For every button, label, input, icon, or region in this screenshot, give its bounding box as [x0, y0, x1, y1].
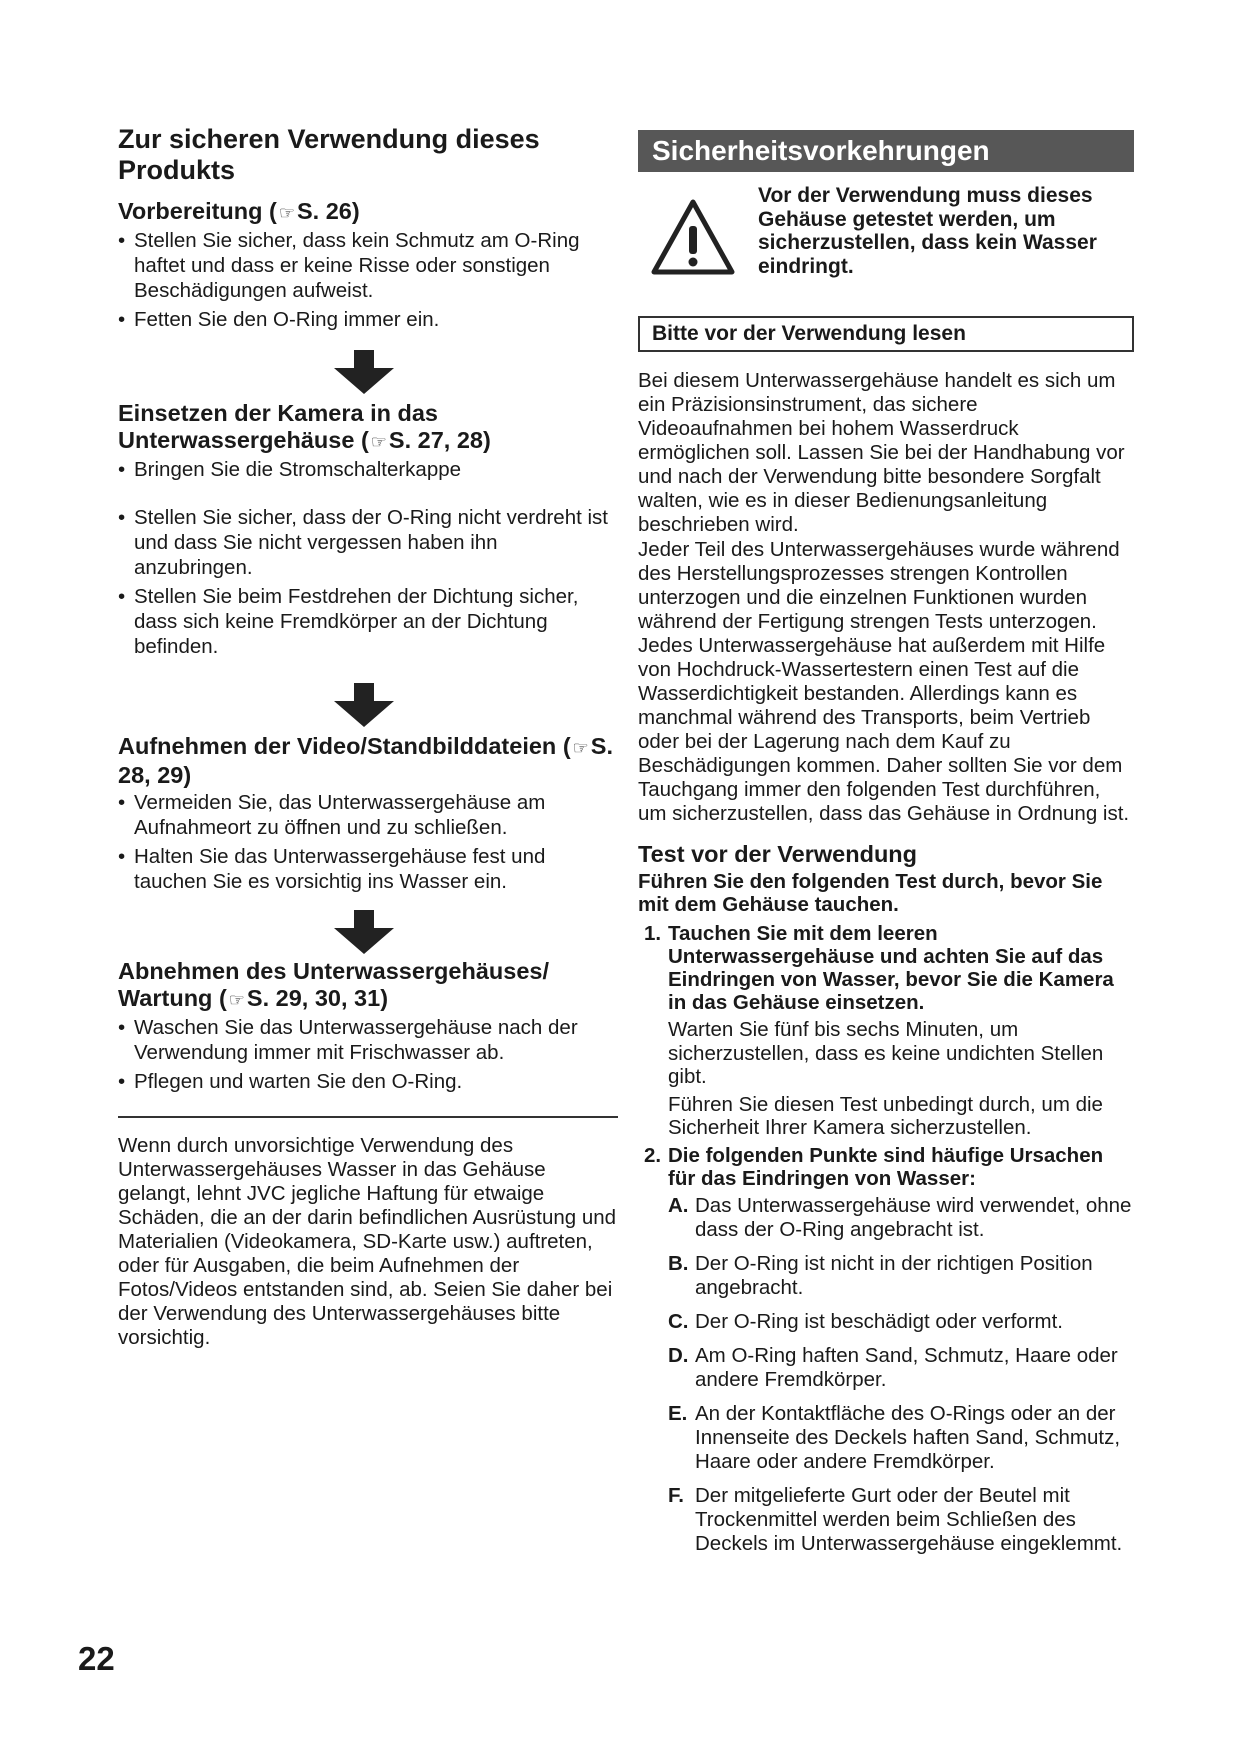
left-column: [118, 124, 618, 1350]
step-title: Aufnehmen der Video/Standbilddateien ( ☞S. 28, 29): [118, 733, 613, 788]
causes-list: [668, 1194, 1134, 1556]
test-intro: Führen Sie den folgenden Test durch, bevor Sie mit dem Gehäuse tauchen.: [638, 870, 1103, 916]
list-item: C. Der O-Ring ist beschädigt oder verformt.: [668, 1309, 1063, 1333]
test-step-2: 2. Die folgenden Punkte sind häufige Ursachen für das Eindringen von Wasser: A. Das Unterwassergehäuse wird verwendet, ohne dass der O-Ring angebracht ist. B. Der O-Ring ist nicht in der richtigen Position angebracht. C. Der O-Ring ist beschädigt oder verformt. D. Am O-Ring haften Sand, Schmutz, Haare oder andere Fremdkörper. E. An der Kontaktfläche des O-Rings oder an der Innenseite des Deckels haften Sand, Schmutz, Haare oder andere Fremdkörper. F. Der mitgelieferte Gurt oder der Beutel mit Trockenmittel werden beim Schließen des Deckels im Unterwassergehäuse eingeklemmt.: [638, 1144, 1134, 1556]
arrow-down-icon: [334, 350, 394, 394]
list-item: • Pflegen und warten Sie den O-Ring.: [118, 1069, 618, 1094]
list-item: • Bringen Sie die Stromschalterkappe: [118, 457, 618, 482]
warning-triangle-icon: [650, 198, 736, 276]
list-item: • Waschen Sie das Unterwassergehäuse nach der Verwendung immer mit Frischwasser ab.: [118, 1015, 618, 1065]
step-insert-camera: [118, 400, 618, 659]
warning-block: [638, 184, 1134, 278]
quality-paragraph: Jeder Teil des Unterwassergehäuses wurde während des Herstellungsprozesses strengen Kontrollen unterzogen und die einzelnen Funktionen wurden während der Fertigung strengen Tests unterzogen. Jedes Unterwassergehäuse hat außerdem mit Hilfe von Hochdruck-Wassertestern einen Test auf die Wasserdichtigkeit bestanden. Allerdings kann es manchmal während des Transports, beim Vertrieb oder bei der Lagerung nach dem Kauf zu Beschädigungen kommen. Daher sollten Sie vor dem Tauchgang immer den folgenden Test durchführen, um sicherzustellen, dass das Gehäuse in Ordnung ist.: [638, 538, 1130, 825]
arrow-down-icon: [334, 683, 394, 727]
list-item: • Stellen Sie beim Festdrehen der Dichtung sicher, dass sich keine Fremdkörper an der Dichtung befinden.: [118, 584, 618, 659]
list-item: • Stellen Sie sicher, dass kein Schmutz am O-Ring haftet und dass er keine Risse oder sonstigen Beschädigungen aufweist.: [118, 228, 618, 303]
disclaimer-text: Wenn durch unvorsichtige Verwendung des Unterwassergehäuses Wasser in das Gehäuse gelangt, lehnt JVC jegliche Haftung für etwaige Schäden, die an der darin befindlichen Ausrüstung und Materialien (Videokamera, SD-Karte usw.) auftreten, oder für Ausgaben, die beim Aufnehmen der Fotos/Videos entstanden sind, ab. Seien Sie daher bei der Verwendung des Unterwassergehäuses bitte vorsichtig.: [118, 1134, 617, 1349]
list-item: F. Der mitgelieferte Gurt oder der Beutel mit Trockenmittel werden beim Schließen des Deckels im Unterwassergehäuse eingeklemmt.: [668, 1483, 1123, 1555]
list-item: • Fetten Sie den O-Ring immer ein.: [118, 307, 618, 332]
divider: [118, 1116, 618, 1118]
test-steps-list: [638, 922, 1134, 1556]
right-column: [638, 130, 1134, 1566]
read-before-use-heading: Bitte vor der Verwendung lesen: [638, 316, 1134, 352]
bullet-list: [118, 1015, 618, 1094]
step-title: Vorbereitung ( ☞S. 26): [118, 198, 360, 224]
list-item: • Stellen Sie sicher, dass der O-Ring nicht verdreht ist und dass Sie nicht vergessen haben ihn anzubringen.: [118, 505, 618, 580]
bullet-list: [118, 457, 618, 659]
list-item: A. Das Unterwassergehäuse wird verwendet, ohne dass der O-Ring angebracht ist.: [668, 1193, 1132, 1241]
page-reference-icon: ☞: [278, 203, 295, 223]
step-recording: [118, 733, 618, 894]
list-item: E. An der Kontaktfläche des O-Rings oder an der Innenseite des Deckels haften Sand, Schmutz, Haare oder andere Fremdkörper.: [668, 1401, 1121, 1473]
bullet-list: [118, 790, 618, 894]
page-reference-icon: ☞: [228, 990, 245, 1010]
page-number: 22: [78, 1640, 115, 1677]
arrow-down-icon: [334, 910, 394, 954]
step-removal-maintenance: [118, 958, 618, 1094]
page-reference-icon: ☞: [572, 738, 589, 758]
list-item: • Vermeiden Sie, das Unterwassergehäuse am Aufnahmeort zu öffnen und zu schließen.: [118, 790, 618, 840]
page-title: Zur sicheren Verwendung dieses Produkts: [118, 124, 540, 185]
test-heading: Test vor der Verwendung: [638, 841, 918, 867]
list-item: D. Am O-Ring haften Sand, Schmutz, Haare oder andere Fremdkörper.: [668, 1343, 1118, 1391]
step-title: Einsetzen der Kamera in das Unterwassergehäuse ( ☞S. 27, 28): [118, 400, 491, 453]
test-step-1: 1. Tauchen Sie mit dem leeren Unterwassergehäuse und achten Sie auf das Eindringen von Wasser, bevor Sie die Kamera in das Gehäuse einsetzen. Warten Sie fünf bis sechs Minuten, um sicherzustellen, dass es keine undichten Stellen gibt. Führen Sie diesen Test unbedingt durch, um die Sicherheit Ihrer Kamera sicherzustellen.: [644, 922, 1114, 1139]
step-title: Abnehmen des Unterwassergehäuses/ Wartung ( ☞S. 29, 30, 31): [118, 958, 549, 1011]
page-reference-icon: ☞: [370, 432, 387, 452]
list-item: • Halten Sie das Unterwassergehäuse fest und tauchen Sie es vorsichtig ins Wasser ein.: [118, 844, 618, 894]
bullet-list: [118, 228, 618, 332]
warning-text: Vor der Verwendung muss dieses Gehäuse getestet werden, um sicherzustellen, dass kein Wasser eindringt.: [758, 184, 1097, 278]
step-preparation: [118, 198, 618, 332]
list-item: B. Der O-Ring ist nicht in der richtigen Position angebracht.: [668, 1251, 1093, 1299]
section-banner: Sicherheitsvorkehrungen: [638, 130, 1134, 172]
intro-paragraph: Bei diesem Unterwassergehäuse handelt es sich um ein Präzisionsinstrument, das sichere Videoaufnahmen bei hohem Wasserdruck ermöglichen soll. Lassen Sie bei der Handhabung vor und nach der Verwendung bitte besondere Sorgfalt walten, wie es in dieser Bedienungsanleitung beschrieben wird.: [638, 369, 1125, 536]
